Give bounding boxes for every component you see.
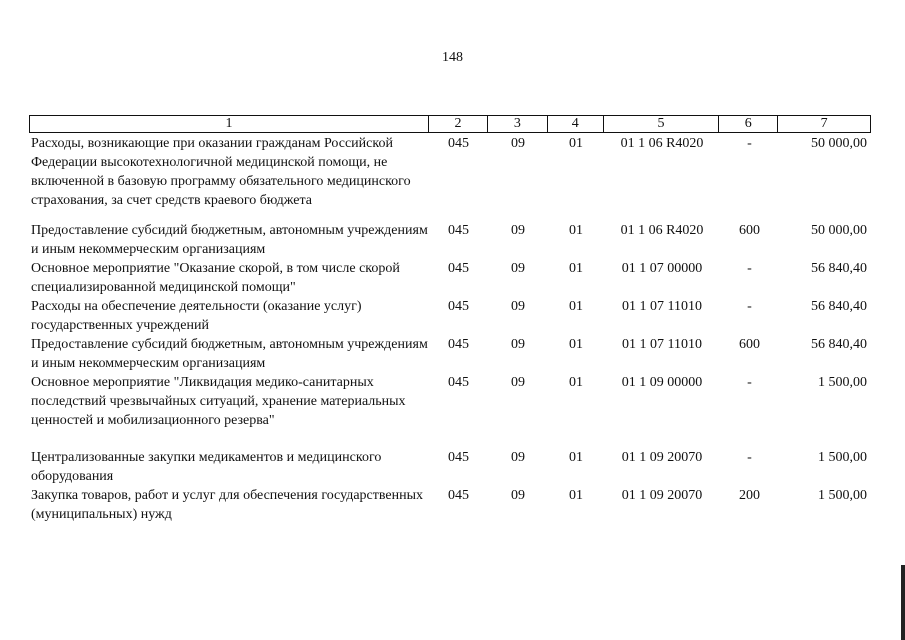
table-row <box>29 335 871 373</box>
row-code-ministry: 045 <box>448 223 469 238</box>
table-row <box>29 259 871 297</box>
row-code-ministry: 045 <box>448 337 469 352</box>
row-code-section: 09 <box>511 223 525 238</box>
header-col-2: 2 <box>429 116 488 132</box>
row-name: Основное мероприятие "Оказание скорой, в том числе скорой специализированной медицинской помощи" <box>31 261 400 295</box>
row-amount: 50 000,00 <box>811 136 867 151</box>
row-code-ministry: 045 <box>448 375 469 390</box>
header-col-5: 5 <box>604 116 720 132</box>
row-code-ministry: 045 <box>448 136 469 151</box>
table-body <box>29 134 871 524</box>
row-code-target: 01 1 06 R4020 <box>620 136 704 151</box>
row-amount: 1 500,00 <box>818 488 867 503</box>
row-code-subsection: 01 <box>569 337 583 352</box>
row-code-section: 09 <box>511 337 525 352</box>
row-code-target: 01 1 09 20070 <box>621 488 703 503</box>
row-code-target: 01 1 07 11010 <box>622 337 702 352</box>
header-col-1: 1 <box>30 116 429 132</box>
row-code-subsection: 01 <box>569 488 583 503</box>
row-name: Основное мероприятие "Ликвидация медико-санитарных последствий чрезвычайных ситуаций, хранение материальных ценностей и мобилизационного резерва" <box>31 375 406 428</box>
row-amount: 56 840,40 <box>811 299 867 314</box>
row-code-target: 01 1 07 00000 <box>621 261 703 276</box>
row-code-section: 09 <box>511 450 525 465</box>
row-amount: 56 840,40 <box>811 337 867 352</box>
table-row <box>29 221 871 259</box>
row-code-subsection: 01 <box>569 375 583 390</box>
row-code-expense-type: - <box>747 299 752 314</box>
row-code-expense-type: - <box>747 375 752 390</box>
row-name: Расходы на обеспечение деятельности (оказание услуг) государственных учреждений <box>31 299 362 333</box>
row-code-target: 01 1 09 20070 <box>621 450 703 465</box>
row-code-section: 09 <box>511 299 525 314</box>
header-col-3: 3 <box>488 116 548 132</box>
row-amount: 1 500,00 <box>818 375 867 390</box>
table-row <box>29 486 871 524</box>
page-edge-shadow <box>901 565 905 640</box>
row-code-section: 09 <box>511 375 525 390</box>
row-code-section: 09 <box>511 261 525 276</box>
row-code-section: 09 <box>511 136 525 151</box>
row-code-subsection: 01 <box>569 299 583 314</box>
row-name: Централизованные закупки медикаментов и медицинского оборудования <box>31 450 382 484</box>
row-code-subsection: 01 <box>569 261 583 276</box>
table-header <box>29 115 871 133</box>
row-name: Закупка товаров, работ и услуг для обеспечения государственных (муниципальных) нужд <box>31 488 424 522</box>
table-row <box>29 297 871 335</box>
row-code-ministry: 045 <box>448 261 469 276</box>
row-code-subsection: 01 <box>569 223 583 238</box>
row-name: Предоставление субсидий бюджетным, автономным учреждениям и иным некоммерческим организациям <box>31 223 428 257</box>
table-row <box>29 448 871 486</box>
row-code-ministry: 045 <box>448 488 469 503</box>
row-code-subsection: 01 <box>569 136 583 151</box>
header-col-7: 7 <box>820 116 828 131</box>
table-row <box>29 373 871 430</box>
row-code-subsection: 01 <box>569 450 583 465</box>
row-amount: 56 840,40 <box>811 261 867 276</box>
row-code-section: 09 <box>511 488 525 503</box>
row-code-expense-type: 600 <box>739 337 760 352</box>
row-code-expense-type: 200 <box>739 488 760 503</box>
page-number: 148 <box>442 50 463 65</box>
row-code-expense-type: - <box>747 261 752 276</box>
row-code-expense-type: - <box>747 136 752 151</box>
row-name: Предоставление субсидий бюджетным, автономным учреждениям и иным некоммерческим организациям <box>31 337 428 371</box>
table-row <box>29 134 871 210</box>
row-code-target: 01 1 07 11010 <box>622 299 702 314</box>
row-code-target: 01 1 06 R4020 <box>620 223 704 238</box>
header-col-4: 4 <box>548 116 604 132</box>
row-code-expense-type: - <box>747 450 752 465</box>
row-name: Расходы, возникающие при оказании гражданам Российской Федерации высокотехнологичной медицинской помощи, не включенной в базовую программу обязательного медицинского страхования, за счет средств краевого бюджета <box>31 136 411 208</box>
row-code-ministry: 045 <box>448 299 469 314</box>
header-col-6: 6 <box>719 116 778 132</box>
row-amount: 50 000,00 <box>811 223 867 238</box>
row-code-ministry: 045 <box>448 450 469 465</box>
row-code-expense-type: 600 <box>739 223 760 238</box>
row-amount: 1 500,00 <box>818 450 867 465</box>
row-code-target: 01 1 09 00000 <box>621 375 703 390</box>
